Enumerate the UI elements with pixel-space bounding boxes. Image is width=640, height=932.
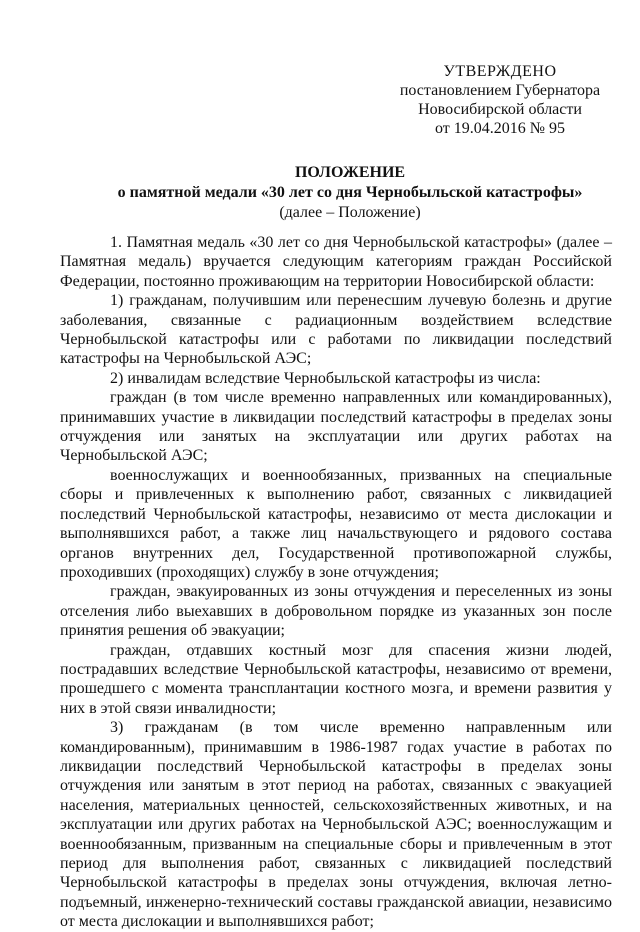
paragraph-item-2-sub-2: военнослужащих и военнообязанных, призванных на специальные сборы и привлеченных к выполнению работ, связанных с ликвидацией последствий Чернобыльской катастрофы, независимо от места дислокации и выполнявшихся работ, а также лиц начальствующего и рядового состава органов внутренних дел, Государственной противопожарной службы, проходивших (проходящих) службу в зоне отчуждения; (60, 466, 612, 581)
document-heading (60, 163, 640, 223)
paragraph-item-2-sub-1: граждан (в том числе временно направленных или командированных), принимавших участие в ликвидации последствий катастрофы в пределах зоны отчуждения или занятых на эксплуатации или других работах на Чернобыльской АЭС; (60, 389, 612, 465)
approval-issuer: постановлением Губернатора (399, 82, 601, 99)
paragraph-item-1: 1) гражданам, получившим или перенесшим лучевую болезнь и другие заболевания, связанные с радиационным воздействием вследствие Чернобыльской катастрофы или с работами по ликвидации последствий катастрофы на Чернобыльской АЭС; (60, 292, 612, 368)
approval-region: Новосибирской области (418, 101, 582, 118)
paragraph-item-2-sub-3: граждан, эвакуированных из зоны отчуждения и переселенных из зоны отселения либо выехавших в добровольном порядке из указанных зон после принятия решения об эвакуации; (60, 583, 612, 640)
approval-title: УТВЕРЖДЕНО (443, 63, 557, 80)
document-title: ПОЛОЖЕНИЕ (294, 164, 406, 181)
approval-block (380, 62, 620, 138)
approval-date-number: от 19.04.2016 № 95 (434, 120, 566, 137)
paragraph-1: 1. Памятная медаль «30 лет со дня Чернобыльской катастрофы» (далее – Памятная медаль) вручается следующим категориям граждан Российской Федерации, постоянно проживающим на территории Новосибирской области: (60, 234, 612, 290)
document-body (60, 233, 612, 932)
paragraph-item-2-sub-4: граждан, отдавших костный мозг для спасения жизни людей, пострадавших вследствие Чернобыльской катастрофы, независимо от времени, прошедшего с момента трансплантации костного мозга, и времени развития у них в этой связи инвалидности; (60, 641, 612, 717)
paragraph-item-2: 2) инвалидам вследствие Чернобыльской катастрофы из числа: (110, 369, 541, 387)
document-note: (далее – Положение) (279, 204, 421, 221)
paragraph-item-3: 3) гражданам (в том числе временно направленным или командированным), принимавшим в 1986-1987 годах участие в работах по ликвидации последствий Чернобыльской катастрофы в пределах зоны отчуждения или занятым в этот период на работах, связанных с эвакуацией населения, материальных ценностей, сельскохозяйственных животных, и на эксплуатации или других работах на Чернобыльской АЭС; военнослужащим и военнообязанным, призванным на специальные сборы и привлеченным в этот период для выполнения работ, связанных с ликвидацией последствий Чернобыльской катастрофы в пределах зоны отчуждения, включая летно-подъемный, инженерно-технический составы гражданской авиации, независимо от места дислокации и выполнявшихся работ; (60, 719, 612, 931)
document-subtitle: о памятной медали «30 лет со дня Чернобыльской катастрофы» (117, 184, 583, 201)
